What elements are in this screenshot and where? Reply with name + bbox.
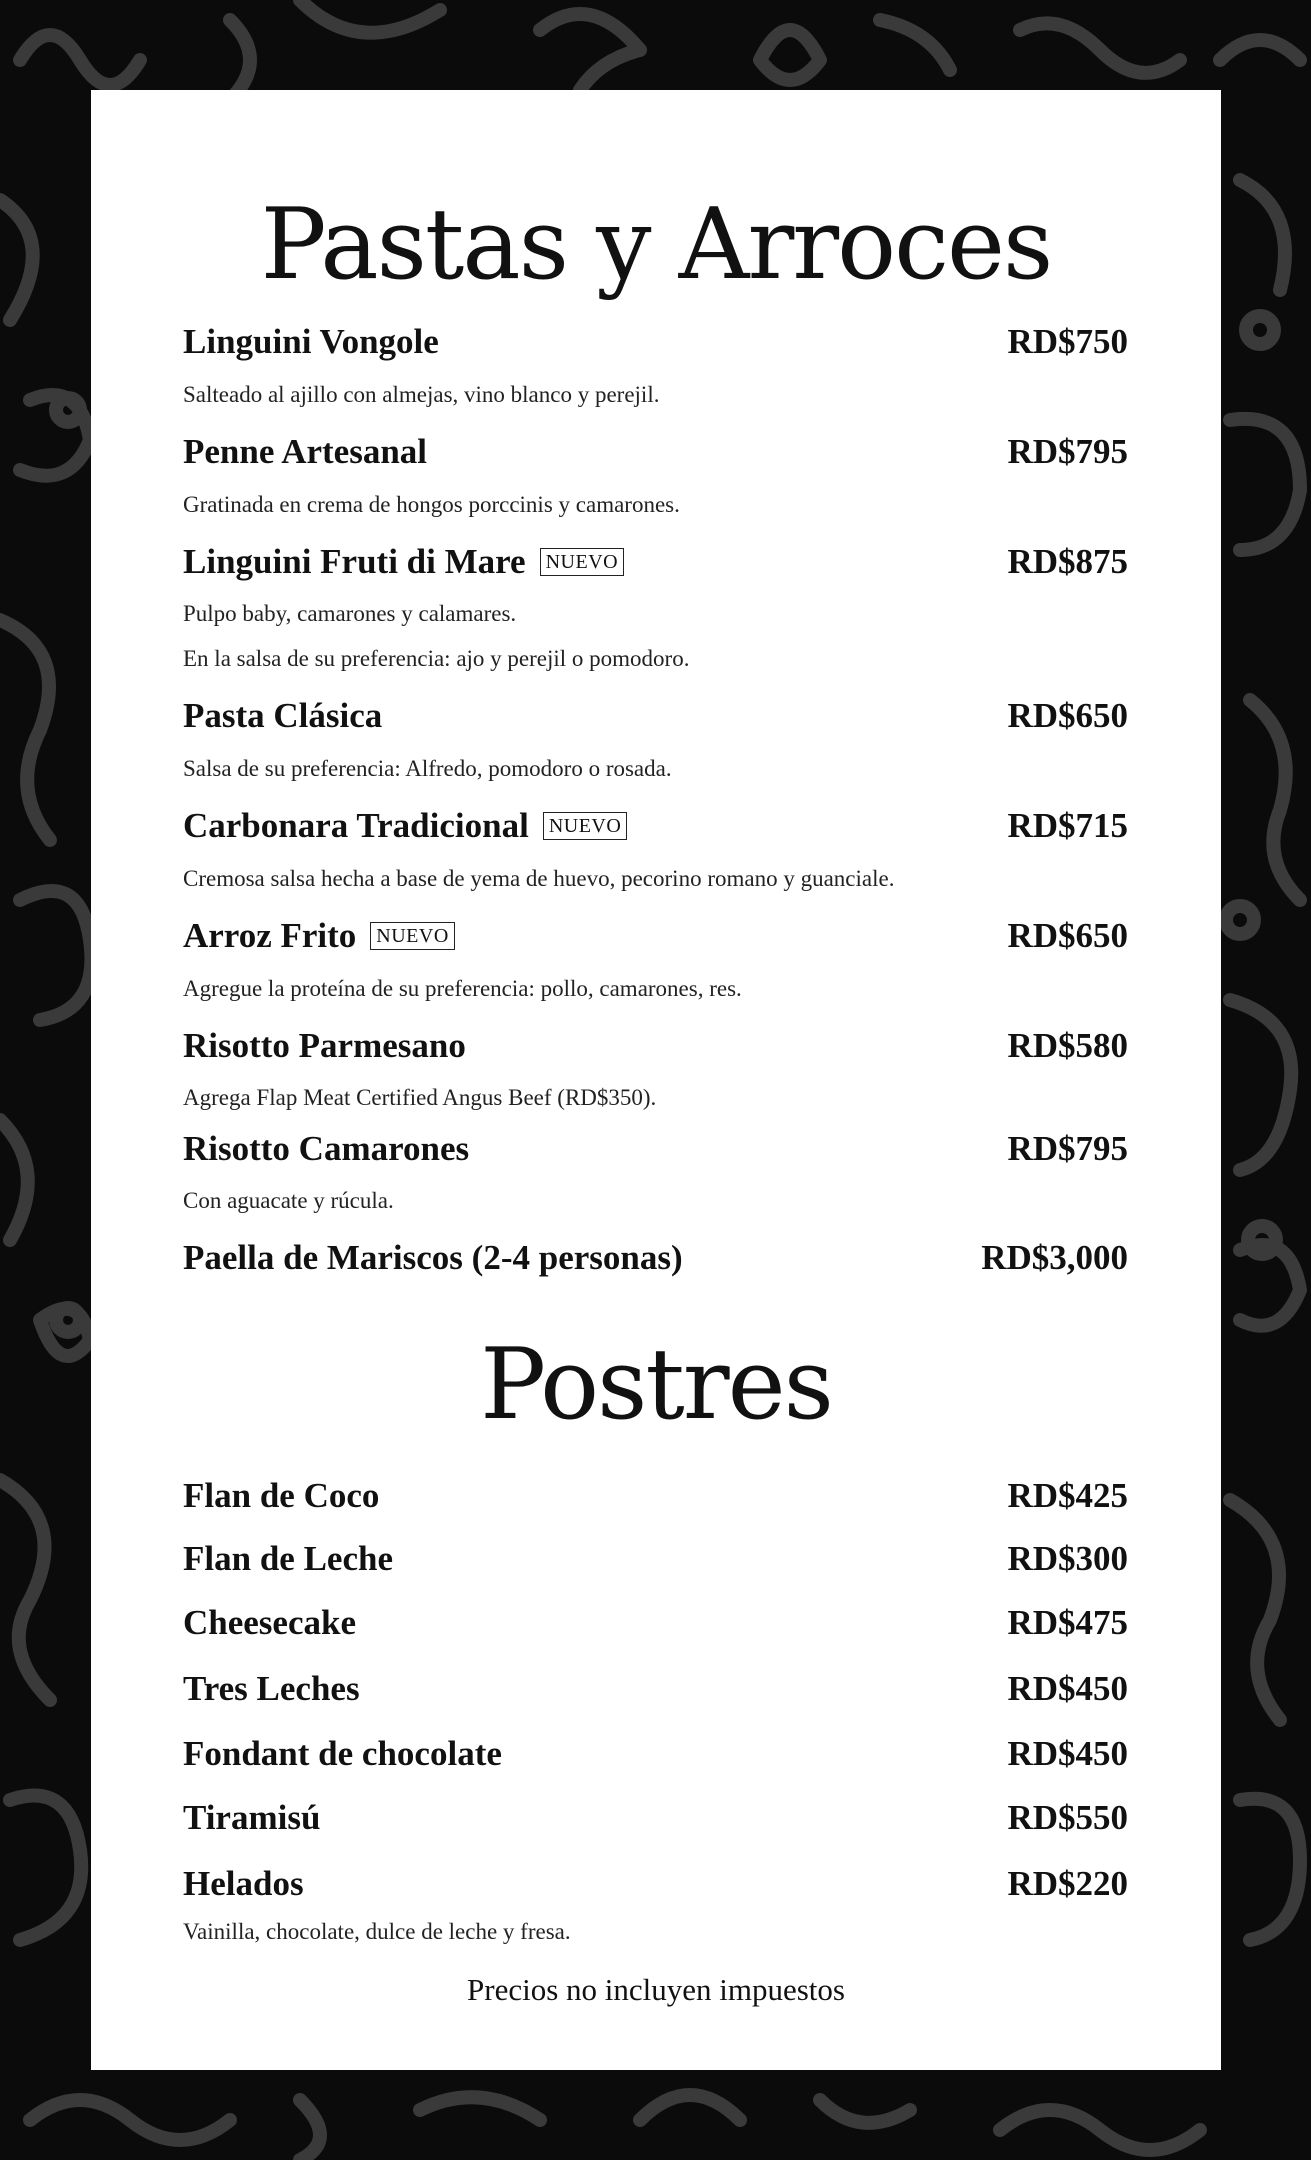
menu-item-description: En la salsa de su preferencia: ajo y perejil o pomodoro.: [183, 646, 690, 671]
dessert-item-price: RD$300: [1007, 1539, 1128, 1578]
menu-item-description: Salsa de su preferencia: Alfredo, pomodoro o rosada.: [183, 756, 672, 781]
menu-item-description: Con aguacate y rúcula.: [183, 1188, 394, 1213]
pastas-section-title: Pastas y Arroces: [260, 188, 1052, 302]
menu-item-name: Risotto Parmesano: [183, 1026, 466, 1065]
dessert-item-name: Tres Leches: [183, 1669, 360, 1708]
menu-item-name: Paella de Mariscos (2-4 personas): [183, 1238, 683, 1277]
dessert-item-price: RD$450: [1007, 1669, 1128, 1708]
dessert-item-name: Cheesecake: [183, 1603, 357, 1642]
new-badge: NUEVO: [540, 548, 625, 576]
menu-item-description: Cremosa salsa hecha a base de yema de huevo, pecorino romano y guanciale.: [183, 866, 895, 891]
dessert-item-price: RD$450: [1007, 1734, 1128, 1773]
dessert-item-name: Tiramisú: [183, 1798, 321, 1837]
dessert-item-name: Flan de Leche: [183, 1539, 393, 1578]
postres-section-title: Postres: [480, 1328, 832, 1442]
menu-item-name-text: Carbonara Tradicional: [183, 806, 529, 845]
menu-item-name: [183, 540, 624, 584]
menu-item-price: RD$715: [1007, 806, 1128, 845]
menu-item-name: [183, 804, 627, 848]
dessert-item-name: Fondant de chocolate: [183, 1734, 502, 1773]
menu-item-price: RD$875: [1007, 542, 1128, 581]
menu-item-name: Linguini Vongole: [183, 322, 439, 361]
dessert-item-description: Vainilla, chocolate, dulce de leche y fresa.: [183, 1919, 571, 1944]
menu-item-price: RD$650: [1007, 696, 1128, 735]
menu-item-name: Pasta Clásica: [183, 696, 383, 735]
menu-item-name: Risotto Camarones: [183, 1129, 470, 1168]
dessert-item-price: RD$220: [1007, 1864, 1128, 1903]
menu-card: [91, 90, 1221, 2070]
new-badge: NUEVO: [370, 922, 455, 950]
menu-item-name-text: Arroz Frito: [183, 916, 357, 955]
menu-item-name: [183, 914, 455, 958]
menu-item-description: Agrega Flap Meat Certified Angus Beef (RD$350).: [183, 1085, 657, 1110]
dessert-item-price: RD$425: [1007, 1476, 1128, 1515]
dessert-item-name: Flan de Coco: [183, 1476, 380, 1515]
menu-item-description: Pulpo baby, camarones y calamares.: [183, 601, 517, 626]
dessert-item-price: RD$475: [1007, 1603, 1128, 1642]
dessert-item-name: Helados: [183, 1864, 304, 1903]
menu-item-price: RD$795: [1007, 1129, 1128, 1168]
tax-disclaimer: Precios no incluyen impuestos: [467, 1972, 845, 2007]
menu-item-price: RD$3,000: [981, 1238, 1128, 1277]
menu-item-description: Salteado al ajillo con almejas, vino blanco y perejil.: [183, 382, 660, 407]
dessert-item-price: RD$550: [1007, 1798, 1128, 1837]
menu-item-description: Agregue la proteína de su preferencia: pollo, camarones, res.: [183, 976, 742, 1001]
menu-item-price: RD$750: [1007, 322, 1128, 361]
menu-item-name-text: Linguini Fruti di Mare: [183, 542, 526, 581]
menu-item-price: RD$795: [1007, 432, 1128, 471]
new-badge: NUEVO: [543, 812, 628, 840]
menu-item-price: RD$650: [1007, 916, 1128, 955]
menu-item-price: RD$580: [1007, 1026, 1128, 1065]
menu-item-description: Gratinada en crema de hongos porccinis y camarones.: [183, 492, 680, 517]
menu-item-name: Penne Artesanal: [183, 432, 428, 471]
